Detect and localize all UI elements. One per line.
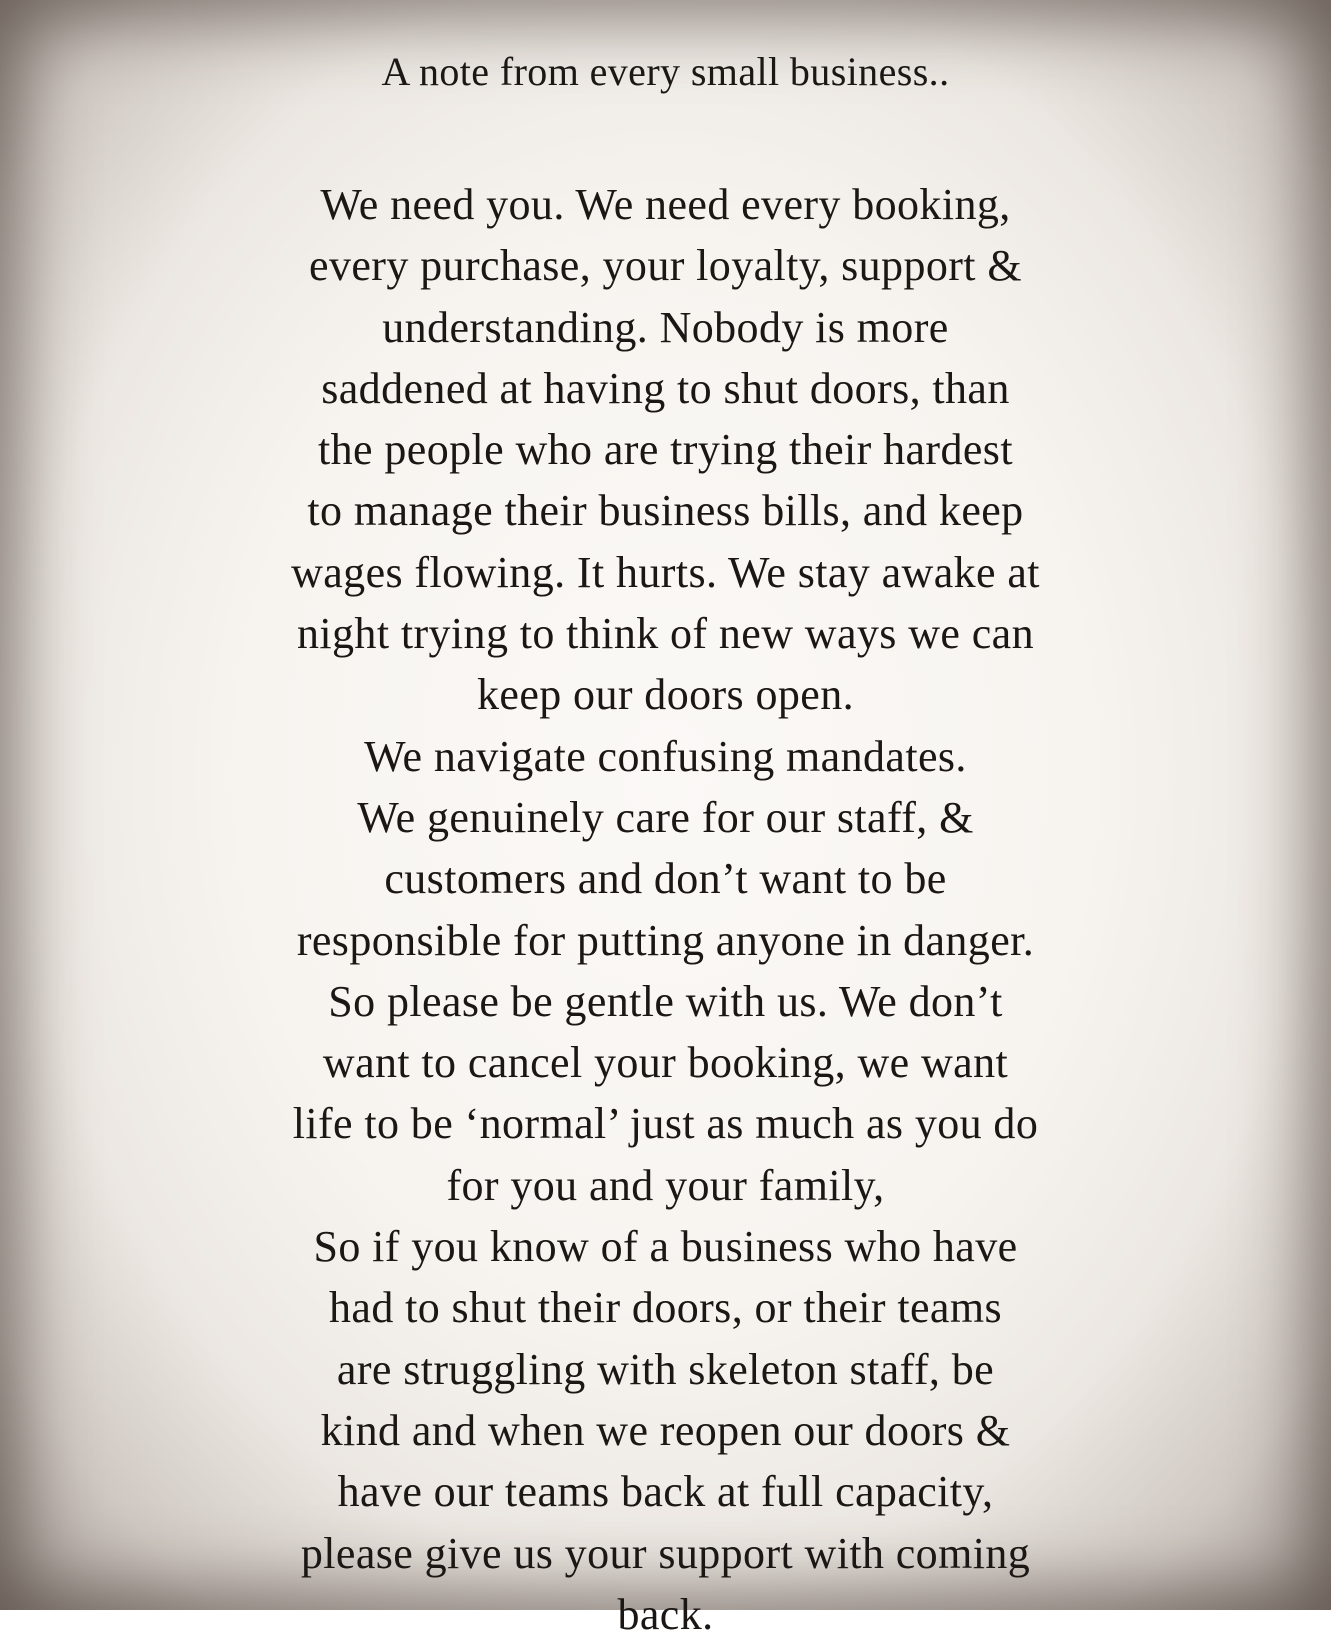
note-line: to manage their business bills, and keep bbox=[307, 486, 1024, 536]
note-line: wages flowing. It hurts. We stay awake at bbox=[291, 547, 1040, 597]
note-line: We navigate confusing mandates. bbox=[364, 731, 967, 781]
note-text bbox=[60, 28, 1271, 1645]
paragraph-gap bbox=[60, 116, 1271, 174]
note-line: So if you know of a business who have bbox=[313, 1222, 1018, 1272]
note-line: understanding. Nobody is more bbox=[382, 302, 949, 352]
note-line: kind and when we reopen our doors & bbox=[320, 1405, 1011, 1455]
note-line: keep our doors open. bbox=[476, 670, 854, 720]
note-line: have our teams back at full capacity, bbox=[337, 1467, 994, 1517]
note-line: customers and don’t want to be bbox=[384, 854, 947, 904]
note-line: So please be gentle with us. We don’t bbox=[328, 976, 1003, 1026]
note-line: the people who are trying their hardest bbox=[318, 425, 1013, 475]
note-line: responsible for putting anyone in danger. bbox=[296, 915, 1035, 965]
note-line: life to be ‘normal’ just as much as you do bbox=[292, 1099, 1039, 1149]
note-line: We genuinely care for our staff, & bbox=[357, 792, 974, 842]
note-line: for you and your family, bbox=[446, 1160, 885, 1210]
note-line: want to cancel your booking, we want bbox=[322, 1038, 1009, 1088]
note-title: A note from every small business.. bbox=[381, 49, 950, 94]
note-line: night trying to think of new ways we can bbox=[297, 609, 1034, 659]
note-line: We need you. We need every booking, bbox=[320, 180, 1011, 229]
note-line: please give us your support with coming bbox=[300, 1528, 1031, 1578]
note-line: are struggling with skeleton staff, be bbox=[336, 1344, 995, 1394]
note-line: back. bbox=[617, 1589, 714, 1639]
note-line: every purchase, your loyalty, support & bbox=[309, 241, 1022, 291]
note-line: saddened at having to shut doors, than bbox=[321, 363, 1010, 413]
note-line: had to shut their doors, or their teams bbox=[328, 1283, 1003, 1333]
